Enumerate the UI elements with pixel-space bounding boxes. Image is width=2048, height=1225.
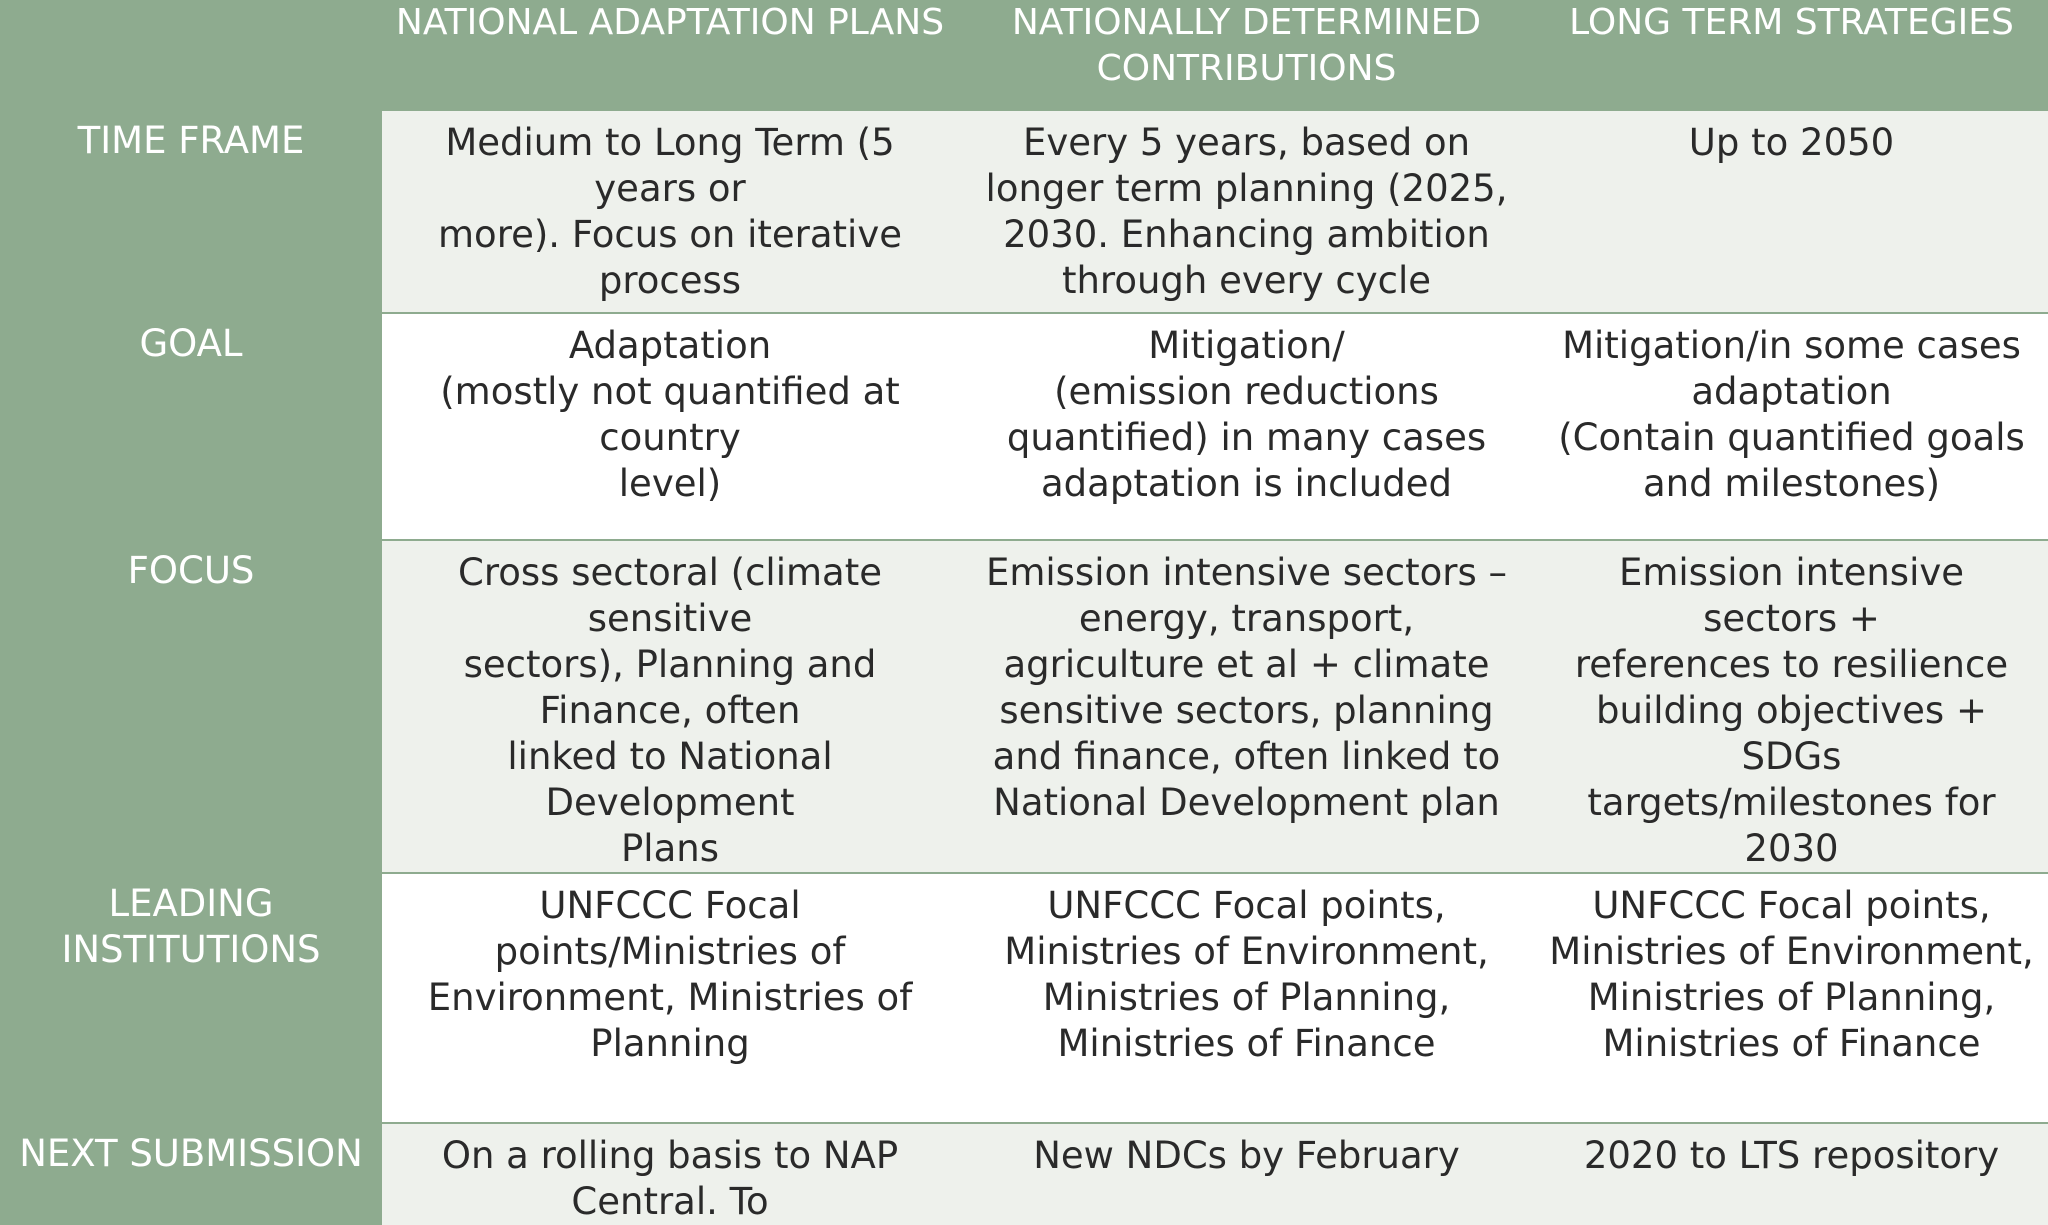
cell-ndc	[958, 1123, 1535, 1225]
cell-nap	[382, 313, 958, 540]
row-label-text: FOCUS	[127, 549, 255, 592]
cell-lts	[1535, 110, 2048, 313]
table-row	[0, 873, 2048, 1123]
header-lts	[1535, 0, 2048, 110]
row-label	[0, 1123, 382, 1225]
table-row	[0, 110, 2048, 313]
header-ndc	[958, 0, 1535, 110]
cell-ndc	[958, 313, 1535, 540]
row-label-text: TIME FRAME	[77, 119, 305, 162]
cell-nap	[382, 110, 958, 313]
row-label	[0, 873, 382, 1123]
cell-text: UNFCCC Focal points, Ministries of Environment, Ministries of Planning, Ministries of Finance	[1004, 884, 1489, 1065]
header-nap	[382, 0, 958, 110]
cell-lts	[1535, 540, 2048, 873]
cell-text: Medium to Long Term (5 years or more). Focus on iterative process	[438, 121, 902, 302]
table-row	[0, 1123, 2048, 1225]
header-lts-text: LONG TERM STRATEGIES	[1569, 2, 2014, 43]
row-label	[0, 110, 382, 313]
table-row	[0, 540, 2048, 873]
row-label	[0, 540, 382, 873]
cell-text: UNFCCC Focal points, Ministries of Environment, Ministries of Planning, Ministries of Finance	[1549, 884, 2034, 1065]
cell-text: Every 5 years, based on longer term planning (2025, 2030. Enhancing ambition through every cycle	[985, 121, 1508, 302]
cell-ndc	[958, 540, 1535, 873]
cell-ndc	[958, 873, 1535, 1123]
cell-nap	[382, 873, 958, 1123]
cell-text: On a rolling basis to NAP Central. To	[441, 1134, 899, 1223]
row-label	[0, 313, 382, 540]
cell-lts	[1535, 873, 2048, 1123]
header-nap-text: NATIONAL ADAPTATION PLANS	[395, 2, 945, 43]
cell-text: Emission intensive sectors – energy, transport, agriculture et al + climate sensitive sectors, planning and finance, often linked to National Development plan	[985, 551, 1508, 824]
cell-text: 2020 to LTS repository	[1583, 1134, 2000, 1177]
cell-text: Up to 2050	[1688, 121, 1895, 164]
cell-text: Adaptation (mostly not quantified at country level)	[440, 324, 900, 505]
cell-ndc	[958, 110, 1535, 313]
cell-nap	[382, 540, 958, 873]
cell-text: Mitigation/in some cases adaptation (Contain quantified goals and milestones)	[1558, 324, 2025, 505]
cell-text: New NDCs by February	[1033, 1134, 1460, 1177]
cell-text: Mitigation/ (emission reductions quantified) in many cases adaptation is included	[1006, 324, 1487, 505]
cell-lts	[1535, 1123, 2048, 1225]
row-label-text: LEADING INSTITUTIONS	[61, 882, 321, 971]
header-ndc-text: NATIONALLY DETERMINED CONTRIBUTIONS	[1011, 2, 1482, 89]
cell-lts	[1535, 313, 2048, 540]
row-label-text: GOAL	[139, 322, 243, 365]
cell-text: Cross sectoral (climate sensitive sectors), Planning and Finance, often linked to National Development Plans	[458, 551, 882, 870]
row-label-text: NEXT SUBMISSION	[19, 1132, 363, 1175]
header-row	[0, 0, 2048, 110]
cell-nap	[382, 1123, 958, 1225]
table-row	[0, 313, 2048, 540]
cell-text: Emission intensive sectors + references to resilience building objectives + SDGs targets/milestones for 2030	[1574, 551, 2009, 870]
header-corner	[0, 0, 382, 110]
cell-text: UNFCCC Focal points/Ministries of Environment, Ministries of Planning	[427, 884, 913, 1065]
